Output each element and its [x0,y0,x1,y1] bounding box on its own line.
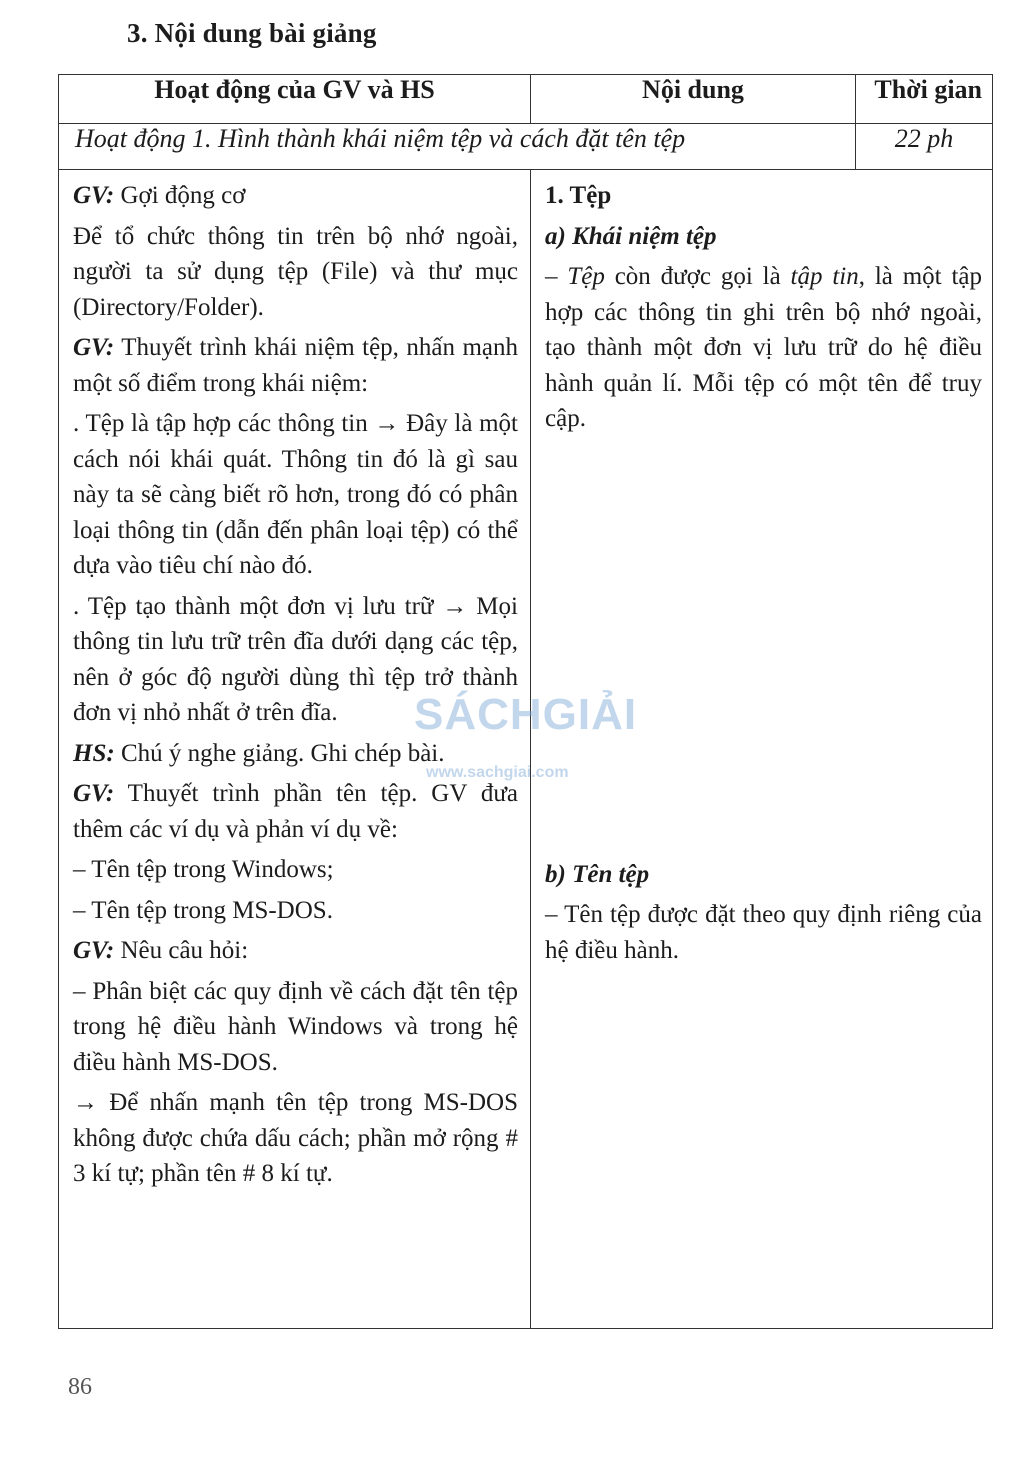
role-label: GV: [73,780,115,807]
term: tập tin [790,263,859,290]
paragraph: – Phân biệt các quy định về cách đặt tên tệp trong hệ điều hành Windows và trong hệ điều hành MS-DOS. [73,977,518,1076]
list-item: – Tên tệp trong MS-DOS. [73,896,333,924]
list-item: – Tên tệp trong Windows; [73,856,334,883]
definition-paragraph [545,259,982,437]
spacer [545,442,982,857]
watermark-logo: SÁCHGIẢI [414,690,638,739]
activity-title: Hoạt động 1. Hình thành khái niệm tệp và cách đặt tên tệp [59,124,856,170]
activity-time: 22 ph [856,124,993,170]
role-label: GV: [73,937,115,964]
paragraph: → Để nhấn mạnh tên tệp trong MS-DOS không được chứa dấu cách; phần mở rộng # 3 kí tự; phần tên # 8 kí tự. [73,1089,518,1187]
paragraph [73,330,518,401]
role-label: GV: [73,182,115,209]
text: , là một tập hợp các thông tin ghi trên bộ nhớ ngoài, tạo thành một đơn vị lưu trữ do hệ điều hành quản lí. Mỗi tệp có một tên để truy cập. [545,263,983,432]
paragraph [73,933,518,969]
paragraph-text: Nêu câu hỏi: [114,937,249,964]
activity-row [59,124,993,170]
paragraph-text: Chú ý nghe giảng. Ghi chép bài. [114,739,445,767]
page-number: 86 [68,1374,92,1400]
header-activities: Hoạt động của GV và HS [59,75,531,124]
table-header-row [59,75,993,124]
header-time: Thời gian [856,75,993,124]
content-subheading: a) Khái niệm tệp [545,222,717,250]
term: Tệp [567,263,605,290]
content-subheading: b) Tên tệp [545,860,650,888]
role-label: HS: [73,739,115,767]
section-title: 3. Nội dung bài giảng [127,18,377,48]
paragraph: . Tệp tạo thành một đơn vị lưu trữ → Mọi thông tin lưu trữ trên đĩa dưới dạng các tệp, nên ở góc độ người dùng thì tệp trở thành đơn vị nhỏ nhất ở trên đĩa. [73,592,518,726]
watermark-url: www.sachgiai.com [426,764,569,781]
rule-paragraph: – Tên tệp được đặt theo quy định riêng của hệ điều hành. [545,901,982,964]
dash: – [545,263,568,290]
watermark [414,690,638,790]
content-heading: 1. Tệp [545,182,612,209]
text: còn được gọi là [604,263,791,290]
paragraph-text: Gợi động cơ [114,182,246,209]
header-content: Nội dung [531,75,856,124]
paragraph-text: Thuyết trình khái niệm tệp, nhấn mạnh một số điểm trong khái niệm: [73,334,518,397]
role-label: GV: [73,334,115,361]
paragraph [73,178,518,214]
paragraph-text: Thuyết trình phần tên tệp. GV đưa thêm các ví dụ và phản ví dụ về: [73,780,518,843]
paragraph: Để tổ chức thông tin trên bộ nhớ ngoài, người ta sử dụng tệp (File) và thư mục (Directory/Folder). [73,222,518,321]
paragraph: . Tệp là tập hợp các thông tin → Đây là một cách nói khái quát. Thông tin đó là gì sau này ta sẽ càng biết rõ hơn, trong đó có phân loại thông tin (dẫn đến phân loại tệp) có thể dựa vào tiêu chí nào đó. [73,410,518,579]
